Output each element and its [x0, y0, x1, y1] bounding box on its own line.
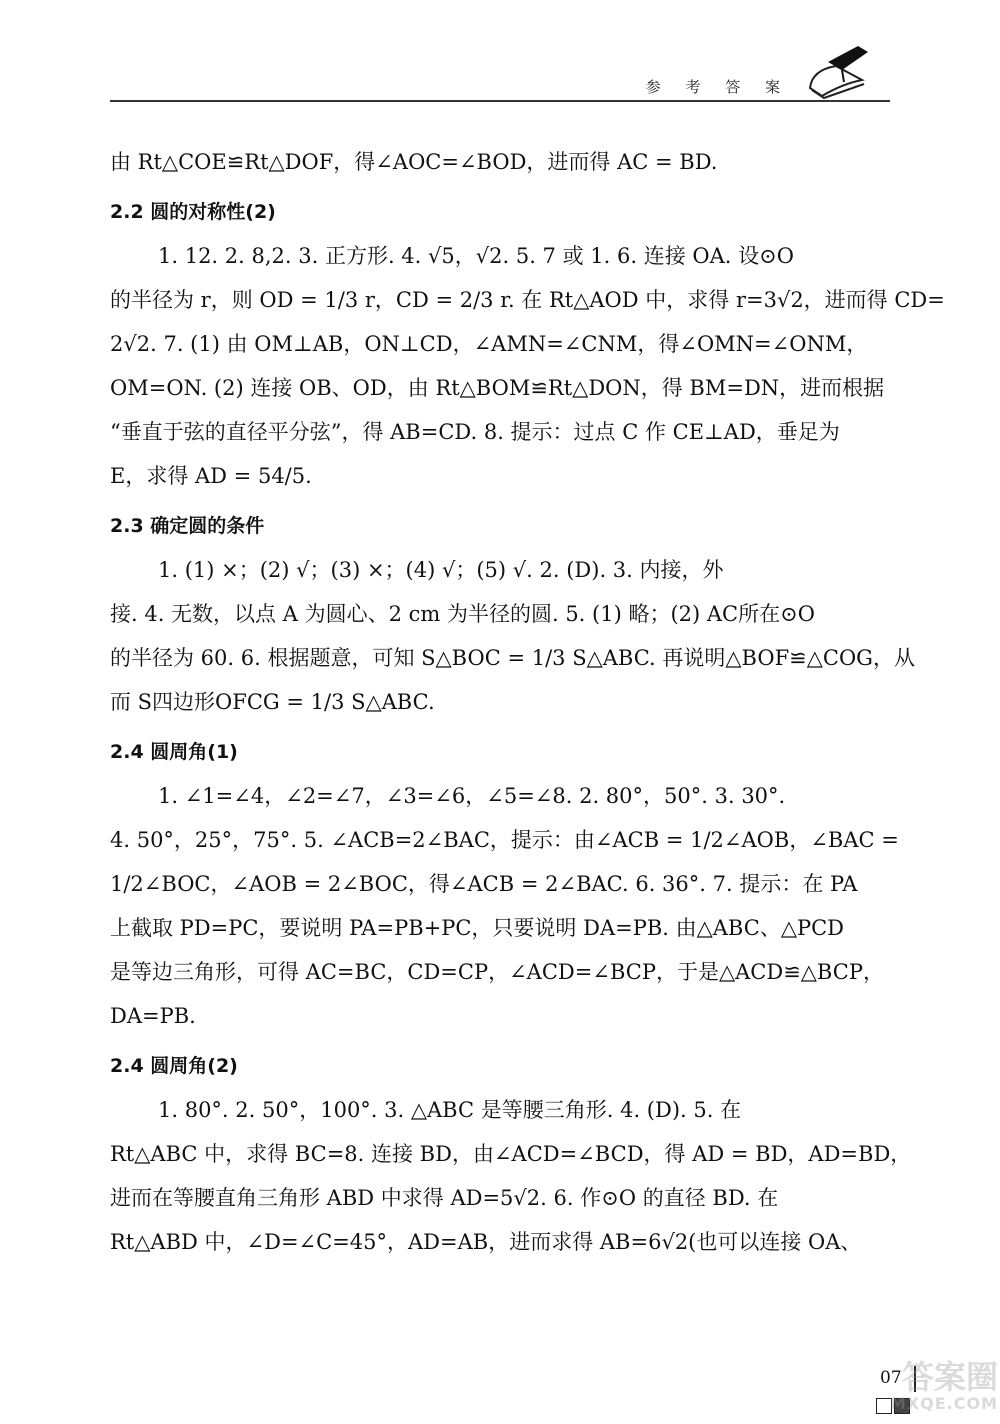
section-heading: 2.3 确定圆的条件 [110, 515, 265, 537]
answer-line: 的半径为 60. 6. 根据题意，可知 S△BOC = 1/3 S△ABC. 再说明△BOF≌△COG，从 [110, 646, 915, 670]
section-heading: 2.4 圆周角(1) [110, 741, 238, 763]
watermark-text: 答案圈 [901, 1358, 998, 1396]
page-header [110, 40, 890, 104]
answer-line: OM=ON. (2) 连接 OB、OD，由 Rt△BOM≌Rt△DON，得 BM=DN，进而根据 [110, 376, 885, 400]
answer-line: 接. 4. 无数，以点 A 为圆心、2 cm 为半径的圆. 5. (1) 略；(2) AC所在⊙O [110, 602, 815, 626]
answer-line: 2√2. 7. (1) 由 OM⊥AB，ON⊥CD，∠AMN=∠CNM，得∠OMN=∠ONM， [110, 332, 868, 356]
answer-line: 上截取 PD=PC，要说明 PA=PB+PC，只要说明 DA=PB. 由△ABC、△PCD [110, 916, 845, 940]
watermark [872, 1360, 998, 1420]
answer-line: 的半径为 r，则 OD = 1/3 r，CD = 2/3 r. 在 Rt△AOD 中，求得 r=3√2，进而得 CD= [110, 288, 945, 312]
watermark-url: MXQE.COM [889, 1394, 998, 1413]
answer-line: 1. (1) ×；(2) √；(3) ×；(4) √；(5) √. 2. (D). 3. 内接，外 [158, 558, 724, 582]
section-heading: 2.4 圆周角(2) [110, 1055, 238, 1077]
answer-line: 1. 80°. 2. 50°，100°. 3. △ABC 是等腰三角形. 4. (D). 5. 在 [158, 1098, 742, 1122]
header-rule [110, 100, 890, 102]
answer-line: 进而在等腰直角三角形 ABD 中求得 AD=5√2. 6. 作⊙O 的直径 BD. 在 [110, 1186, 779, 1210]
answer-line: DA=PB. [110, 1004, 196, 1028]
answer-line: 4. 50°，25°，75°. 5. ∠ACB=2∠BAC，提示：由∠ACB = 1/2∠AOB，∠BAC = [110, 828, 899, 852]
answer-line: 1. ∠1=∠4，∠2=∠7，∠3=∠6，∠5=∠8. 2. 80°，50°. 3. 30°. [158, 784, 786, 808]
page-number: 07 [880, 1368, 902, 1388]
answer-line: 1/2∠BOC，∠AOB = 2∠BOC，得∠ACB = 2∠BAC. 6. 36°. 7. 提示：在 PA [110, 872, 858, 896]
book-cap-icon [802, 40, 872, 100]
answer-line: 1. 12. 2. 8,2. 3. 正方形. 4. √5，√2. 5. 7 或 1. 6. 连接 OA. 设⊙O [158, 244, 794, 268]
answer-line: Rt△ABD 中，∠D=∠C=45°，AD=AB，进而求得 AB=6√2(也可以连接 OA、 [110, 1230, 862, 1254]
answer-content [110, 140, 945, 1264]
answer-line: Rt△ABC 中，求得 BC=8. 连接 BD，由∠ACD=∠BCD，得 AD = BD，AD=BD， [110, 1142, 912, 1166]
answer-line: 由 Rt△COE≌Rt△DOF，得∠AOC=∠BOD，进而得 AC = BD. [110, 150, 718, 174]
answer-line: 是等边三角形，可得 AC=BC，CD=CP，∠ACD=∠BCP，于是△ACD≌△BCP， [110, 960, 884, 984]
header-title: 参 考 答 案 [645, 78, 790, 96]
answer-line: E，求得 AD = 54/5. [110, 464, 312, 488]
answer-line: “垂直于弦的直径平分弦”，得 AB=CD. 8. 提示：过点 C 作 CE⊥AD，垂足为 [110, 420, 840, 444]
answer-line: 而 S四边形OFCG = 1/3 S△ABC. [110, 690, 435, 714]
section-heading: 2.2 圆的对称性(2) [110, 201, 276, 223]
